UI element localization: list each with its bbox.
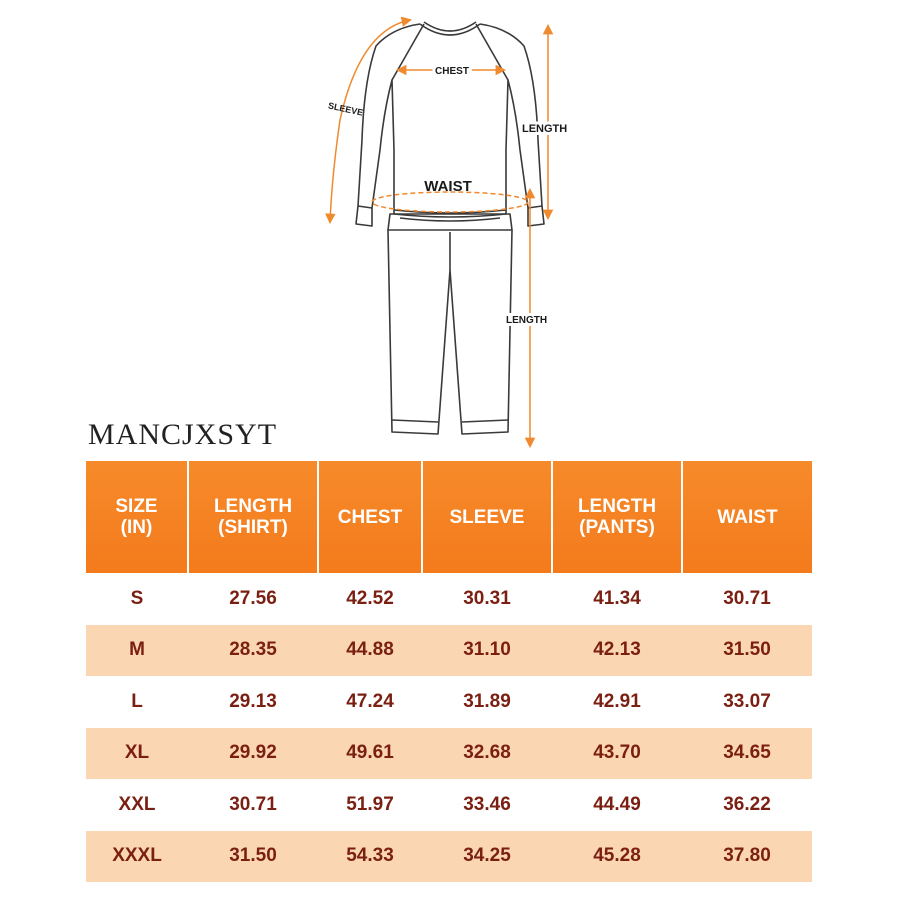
column-header-length-shirt: LENGTH (SHIRT) xyxy=(188,461,318,573)
waist-label: WAIST xyxy=(424,178,472,195)
table-cell: 42.52 xyxy=(346,587,394,609)
column-header-waist: WAIST xyxy=(682,461,812,573)
table-cell: 31.10 xyxy=(422,625,552,677)
table-cell: 27.56 xyxy=(229,587,277,609)
table-cell: 45.28 xyxy=(552,831,682,883)
chest-label: CHEST xyxy=(435,66,469,77)
shirt-outline xyxy=(356,22,544,226)
table-cell: 42.91 xyxy=(593,690,641,712)
table-cell: 47.24 xyxy=(346,690,394,712)
measure-lines xyxy=(330,20,548,446)
size-cell: M xyxy=(86,625,188,677)
table-cell: 31.89 xyxy=(463,690,511,712)
size-cell: L xyxy=(131,690,143,712)
table-row xyxy=(86,728,812,780)
brand-name: MANCJXSYT xyxy=(88,418,278,451)
size-cell: XXL xyxy=(118,793,156,815)
table-cell: 44.88 xyxy=(318,625,422,677)
table-cell: 28.35 xyxy=(188,625,318,677)
table-cell: 30.71 xyxy=(229,793,277,815)
table-cell: 29.13 xyxy=(229,690,277,712)
table-cell: 37.80 xyxy=(682,831,812,883)
size-cell: XXXL xyxy=(86,831,188,883)
table-cell: 49.61 xyxy=(318,728,422,780)
table-cell: 42.13 xyxy=(552,625,682,677)
table-cell: 33.46 xyxy=(463,793,511,815)
table-cell: 30.71 xyxy=(723,587,771,609)
table-cell: 31.50 xyxy=(682,625,812,677)
table-row xyxy=(86,676,812,728)
column-header-sleeve: SLEEVE xyxy=(422,461,552,573)
table-row xyxy=(86,831,812,883)
size-chart-header-row xyxy=(86,461,812,573)
table-row xyxy=(86,625,812,677)
table-cell: 30.31 xyxy=(463,587,511,609)
table-cell: 29.92 xyxy=(188,728,318,780)
pants-outline xyxy=(388,214,512,434)
table-cell: 51.97 xyxy=(346,793,394,815)
table-cell: 36.22 xyxy=(723,793,771,815)
table-cell: 41.34 xyxy=(593,587,641,609)
shirt-length-label: LENGTH xyxy=(522,123,568,135)
column-header-size: SIZE (IN) xyxy=(86,461,188,573)
table-cell: 44.49 xyxy=(593,793,641,815)
table-row xyxy=(86,573,812,625)
table-cell: 34.25 xyxy=(422,831,552,883)
table-cell: 31.50 xyxy=(188,831,318,883)
table-row xyxy=(86,779,812,831)
pants-length-label: LENGTH xyxy=(506,315,548,326)
size-cell: S xyxy=(130,587,144,609)
column-header-length-pants: LENGTH (PANTS) xyxy=(552,461,682,573)
size-chart-table xyxy=(86,461,812,882)
table-cell: 33.07 xyxy=(723,690,771,712)
column-header-chest: CHEST xyxy=(318,461,422,573)
sleeve-label: SLEEVE xyxy=(327,100,365,118)
table-cell: 43.70 xyxy=(552,728,682,780)
size-cell: XL xyxy=(86,728,188,780)
table-cell: 32.68 xyxy=(422,728,552,780)
table-cell: 34.65 xyxy=(682,728,812,780)
table-cell: 54.33 xyxy=(318,831,422,883)
